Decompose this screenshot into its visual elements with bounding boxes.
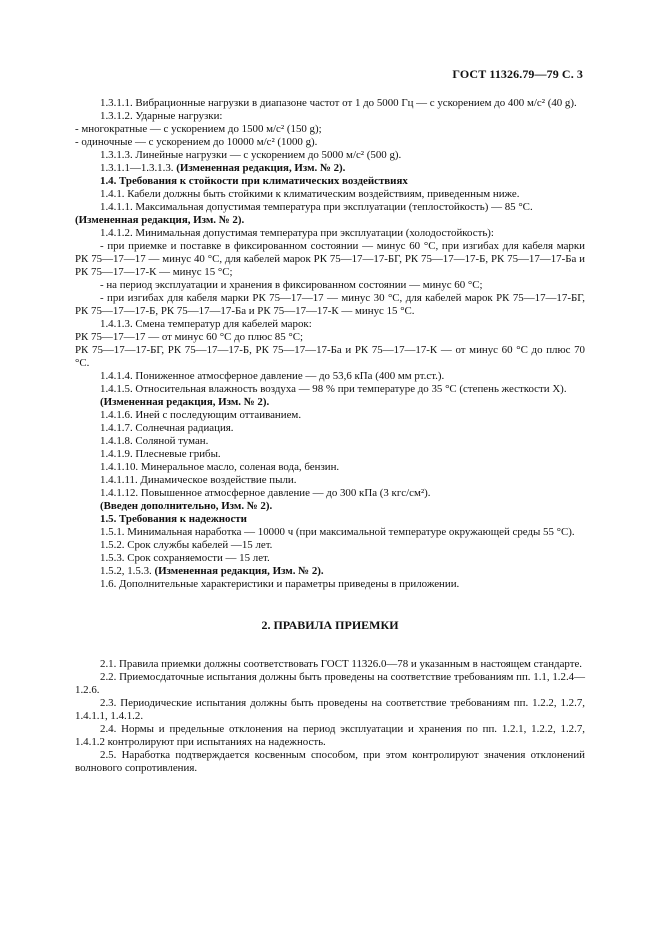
paragraph-text: 1.4.1. Кабели должны быть стойкими к климатическим воздействиям, приведенным ниже. bbox=[100, 188, 520, 200]
paragraph-text: 1.3.1.1—1.3.1.3. bbox=[100, 162, 177, 174]
paragraph bbox=[75, 526, 585, 539]
paragraph bbox=[75, 749, 585, 775]
section-2-title: 2. ПРАВИЛА ПРИЕМКИ bbox=[261, 618, 399, 632]
paragraph-text: 1.4.1.11. Динамическое воздействие пыли. bbox=[100, 474, 297, 486]
paragraph-text: 2.2. Приемосдаточные испытания должны быть проведены на соответствие требованиям пп. 1.1, 1.2.4—1.2.6. bbox=[75, 671, 585, 696]
paragraph-text: 1.3.1.1. Вибрационные нагрузки в диапазоне частот от 1 до 5000 Гц — с ускорением до 400 м/с² (40 g). bbox=[100, 97, 577, 109]
paragraph-text: - на период эксплуатации и хранения в фиксированном состоянии — минус 60 °С; bbox=[100, 279, 483, 291]
paragraph bbox=[75, 344, 585, 370]
paragraph-text: 1.5.3. Срок сохраняемости — 15 лет. bbox=[100, 552, 270, 564]
paragraph-text: 2.4. Нормы и предельные отклонения на период эксплуатации и хранения по пп. 1.2.1, 1.2.2, 1.2.7, 1.4.1.2 контролируют при испытаниях на надежность. bbox=[75, 723, 585, 748]
paragraph bbox=[75, 162, 585, 175]
paragraph-text: 1.4.1.6. Иней с последующим оттаиванием. bbox=[100, 409, 302, 421]
paragraph bbox=[75, 370, 585, 383]
paragraph bbox=[75, 500, 585, 513]
paragraph bbox=[75, 396, 585, 409]
paragraph bbox=[75, 422, 585, 435]
paragraph bbox=[75, 110, 585, 123]
paragraph bbox=[75, 292, 585, 318]
section-1-3-1-4-1-5 bbox=[75, 97, 585, 591]
paragraph bbox=[75, 383, 585, 396]
paragraph bbox=[75, 487, 585, 500]
paragraph-text: 1.4.1.12. Повышенное атмосферное давление — до 300 кПа (3 кгс/см²). bbox=[100, 487, 431, 499]
paragraph-text: 1.4.1.2. Минимальная допустимая температура при эксплуатации (холодостойкость): bbox=[100, 227, 494, 239]
paragraph-text: 1.4.1.4. Пониженное атмосферное давление — до 53,6 кПа (400 мм рт.ст.). bbox=[100, 370, 445, 382]
paragraph bbox=[75, 513, 585, 526]
paragraph bbox=[75, 539, 585, 552]
paragraph-text: 1.5.1. Минимальная наработка — 10000 ч (при максимальной температуре окружающей среды 55 °С). bbox=[100, 526, 575, 538]
paragraph bbox=[75, 723, 585, 749]
paragraph bbox=[75, 279, 585, 292]
section-2-body bbox=[75, 658, 585, 775]
paragraph-text: 1.4.1.10. Минеральное масло, соленая вода, бензин. bbox=[100, 461, 340, 473]
paragraph bbox=[75, 240, 585, 279]
paragraph bbox=[75, 409, 585, 422]
paragraph-text: РК 75—17—17-БГ, РК 75—17—17-Б, РК 75—17—17-Ба и РК 75—17—17-К — от минус 60 °С до плюс 70 °С. bbox=[75, 344, 585, 369]
paragraph-text: 1.4.1.1. Максимальная допустимая температура при эксплуатации (теплостойкость) — 85 °С. bbox=[100, 201, 533, 213]
paragraph bbox=[75, 201, 585, 214]
paragraph-text: 1.3.1.2. Ударные нагрузки: bbox=[100, 110, 223, 122]
paragraph bbox=[75, 331, 585, 344]
paragraph bbox=[75, 227, 585, 240]
paragraph-text: - одиночные — с ускорением до 10000 м/с² (1000 g). bbox=[75, 136, 318, 148]
paragraph-bold-text: (Измененная редакция, Изм. № 2). bbox=[100, 396, 270, 408]
paragraph-text: РК 75—17—17 — от минус 60 °С до плюс 85 °С; bbox=[75, 331, 304, 343]
paragraph-bold-text: (Введен дополнительно, Изм. № 2). bbox=[100, 500, 273, 512]
paragraph bbox=[75, 97, 585, 110]
paragraph bbox=[75, 671, 585, 697]
paragraph-text: 1.4.1.3. Смена температур для кабелей марок: bbox=[100, 318, 312, 330]
page-header: ГОСТ 11326.79—79 С. 3 bbox=[452, 67, 583, 81]
paragraph-bold-text: (Измененная редакция, Изм. № 2). bbox=[176, 162, 346, 174]
paragraph-bold-text: (Измененная редакция, Изм. № 2). bbox=[154, 565, 324, 577]
paragraph-text: 1.3.1.3. Линейные нагрузки — с ускорением до 5000 м/с² (500 g). bbox=[100, 149, 402, 161]
paragraph-text: 1.5.2. Срок службы кабелей —15 лет. bbox=[100, 539, 273, 551]
paragraph bbox=[75, 474, 585, 487]
paragraph-text: 2.1. Правила приемки должны соответствовать ГОСТ 11326.0—78 и указанным в настоящем стандарте. bbox=[100, 658, 583, 670]
paragraph bbox=[75, 149, 585, 162]
paragraph bbox=[75, 318, 585, 331]
paragraph bbox=[75, 188, 585, 201]
paragraph-text: 1.4.1.7. Солнечная радиация. bbox=[100, 422, 234, 434]
paragraph bbox=[75, 214, 585, 227]
paragraph bbox=[75, 578, 585, 591]
paragraph-text: 2.3. Периодические испытания должны быть проведены на соответствие требованиям пп. 1.2.2, 1.2.7, 1.4.1.1, 1.4.1.2. bbox=[75, 697, 585, 722]
paragraph bbox=[75, 552, 585, 565]
paragraph bbox=[75, 435, 585, 448]
paragraph bbox=[75, 565, 585, 578]
paragraph bbox=[75, 123, 585, 136]
paragraph-bold-text: (Измененная редакция, Изм. № 2). bbox=[75, 214, 245, 226]
document-body bbox=[75, 97, 585, 775]
paragraph-text: 2.5. Наработка подтверждается косвенным способом, при этом контролируют значения отклонений волнового сопротивления. bbox=[75, 749, 585, 774]
paragraph-text: - при изгибах для кабеля марки РК 75—17—17 — минус 30 °С, для кабелей марок РК 75—17—17-БГ, РК 75—17—17-Б, РК 75—17—17-Ба и РК 75—17—17-К — минус 15 °С. bbox=[75, 292, 585, 317]
paragraph-text: 1.5.2, 1.5.3. bbox=[100, 565, 155, 577]
paragraph bbox=[75, 697, 585, 723]
paragraph bbox=[75, 136, 585, 149]
paragraph-text: 1.4.1.5. Относительная влажность воздуха — 98 % при температуре до 35 °С (степень жесткости Х). bbox=[100, 383, 567, 395]
paragraph bbox=[75, 658, 585, 671]
paragraph-text: - при приемке и поставке в фиксированном состоянии — минус 60 °С, при изгибах для кабеля марки РК 75—17—17 — минус 40 °С, для кабелей марок РК 75—17—17-БГ, РК 75—17—17-Б, РК 75—17—17-Ба и РК 75—17—17-К — минус 15 °С; bbox=[75, 240, 585, 278]
paragraph bbox=[75, 461, 585, 474]
paragraph-text: - многократные — с ускорением до 1500 м/с² (150 g); bbox=[75, 123, 322, 135]
paragraph-text: 1.4.1.8. Соляной туман. bbox=[100, 435, 209, 447]
paragraph-bold-text: 1.5. Требования к надежности bbox=[100, 513, 247, 525]
paragraph bbox=[75, 175, 585, 188]
paragraph bbox=[75, 448, 585, 461]
paragraph-text: 1.6. Дополнительные характеристики и параметры приведены в приложении. bbox=[100, 578, 460, 590]
paragraph-bold-text: 1.4. Требования к стойкости при климатических воздействиях bbox=[100, 175, 408, 187]
paragraph-text: 1.4.1.9. Плесневые грибы. bbox=[100, 448, 221, 460]
